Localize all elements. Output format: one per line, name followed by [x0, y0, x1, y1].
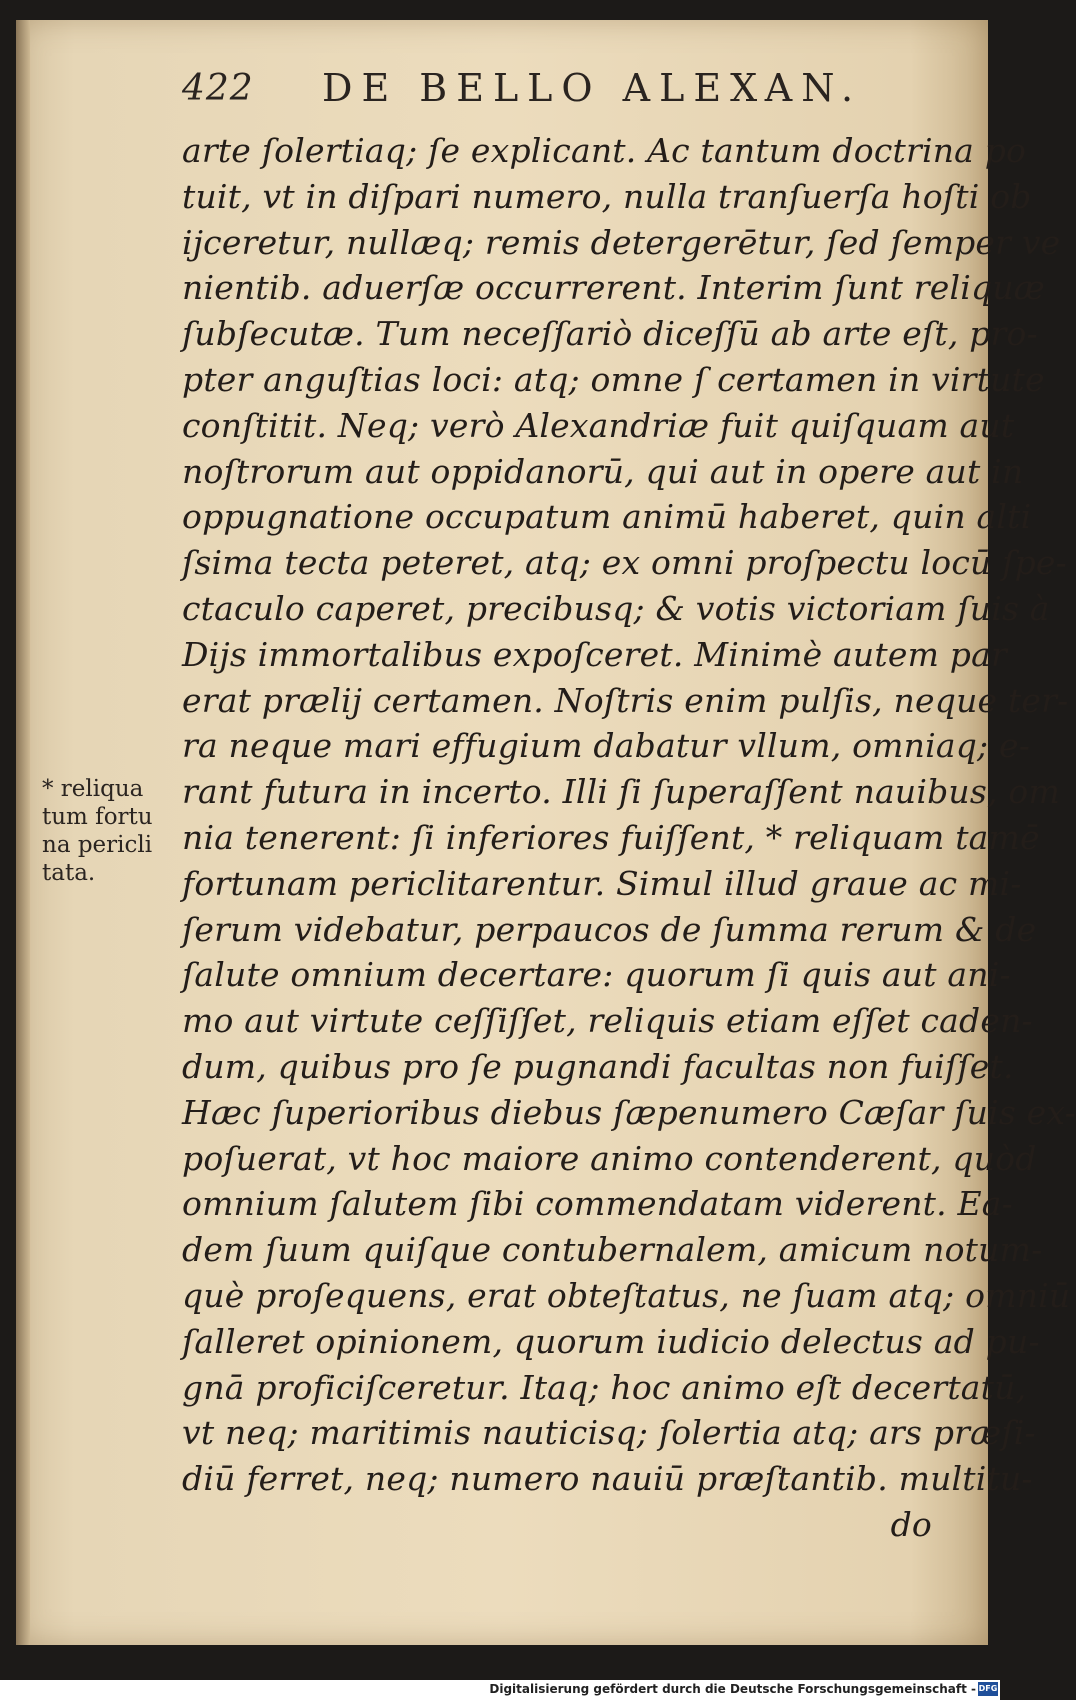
- text-line: omnium ſalutem ſibi commendatam viderent. Ea-: [182, 1184, 1014, 1224]
- page-number: 422: [182, 68, 254, 109]
- text-line: dum, quibus pro ſe pugnandi facultas non fuiſſet.: [182, 1046, 1014, 1086]
- running-head: DE BELLO ALEXAN.: [322, 66, 863, 110]
- text-line: pter anguſtias loci: atq; omne ſ certamen in virtute: [182, 359, 1045, 399]
- marginal-note-line: tum fortu: [42, 804, 153, 830]
- text-line: què proſequens, erat obteſtatus, ne ſuam atq; omniū: [182, 1275, 1071, 1315]
- book-page: [16, 20, 1076, 1645]
- text-line: nientib. aduerſæ occurrerent. Interim ſunt reliquæ: [182, 268, 1046, 308]
- text-line: diū ferret, neq; numero nauiū præſtantib. multitu-: [182, 1459, 1033, 1499]
- text-line: conſtitit. Neq; verò Alexandriæ fuit quiſquam aut: [182, 405, 1015, 445]
- text-line: arte ſolertiaq; ſe explicant. Ac tantum doctrina po: [182, 131, 1027, 170]
- text-line: gnā proficiſceretur. Itaq; hoc animo eſt decertatū,: [182, 1367, 1027, 1407]
- text-line: noſtrorum aut oppidanorū, qui aut in opere aut in: [182, 451, 1024, 491]
- text-line: ſalute omnium decertare: quorum ſi quis aut ani-: [182, 955, 1011, 995]
- text-line: poſuerat, vt hoc maiore animo contenderent, quòd: [182, 1138, 1037, 1178]
- text-line: tuit, vt in diſpari numero, nulla tranſuerſa hoſti ob: [182, 176, 1032, 216]
- dfg-logo: DFG: [978, 1682, 998, 1696]
- text-line: oppugnatione occupatum animū haberet, quin alti: [182, 497, 1032, 537]
- text-line: erat prælij certamen. Noſtris enim pulſis, neque ter-: [182, 680, 1069, 720]
- digitization-footer: [0, 1680, 1000, 1700]
- text-line: ctaculo caperet, precibusq; & votis victoriam ſuis à: [182, 588, 1050, 628]
- text-line: do: [890, 1504, 932, 1544]
- text-line: Dijs immortalibus expoſceret. Minimè autem par: [182, 634, 1007, 674]
- marginal-note-line: tata.: [42, 860, 96, 886]
- text-line: ijceretur, nullæq; remis detergerētur, ſed ſemper ve: [182, 222, 1061, 262]
- text-line: ſubſecutæ. Tum neceſſariò diceſſū ab arte eſt, pro-: [182, 314, 1038, 354]
- text-line: dem ſuum quiſque contubernalem, amicum notum-: [182, 1230, 1043, 1270]
- page-header: [182, 60, 942, 120]
- text-line: vt neq; maritimis nauticisq; ſolertia atq; ars præſi-: [182, 1413, 1036, 1453]
- funding-credit: Digitalisierung gefördert durch die Deutsche Forschungsgemeinschaft -: [489, 1682, 976, 1696]
- text-line: ſerum videbatur, perpaucos de ſumma rerum & de: [182, 909, 1037, 949]
- text-line: ſalleret opinionem, quorum iudicio delectus ad pu-: [182, 1321, 1040, 1361]
- text-line: ſsima tecta peteret, atq; ex omni proſpectu locū ſpe-: [182, 543, 1067, 583]
- marginal-note: [42, 775, 192, 887]
- text-line: Hæc ſuperioribus diebus ſæpenumero Cæſar ſuis ex-: [182, 1092, 1076, 1132]
- text-line: nia tenerent: ſi inferiores fuiſſent, * reliquam tamē: [182, 817, 1040, 857]
- text-line: fortunam periclitarentur. Simul illud graue ac mi-: [182, 863, 1022, 903]
- text-line: mo aut virtute ceſſiſſet, reliquis etiam eſſet caden-: [182, 1001, 1033, 1041]
- marginal-note-line: na pericli: [42, 832, 153, 858]
- main-text-block: [182, 128, 1076, 1548]
- marginal-note-line: * reliqua: [42, 776, 144, 802]
- text-line: rant futura in incerto. Illi ſi ſuperaſſent nauibus, om: [182, 772, 1060, 812]
- text-line: ra neque mari effugium dabatur vllum, omniaq; e-: [182, 726, 1031, 766]
- page-binding-edge: [16, 20, 30, 1645]
